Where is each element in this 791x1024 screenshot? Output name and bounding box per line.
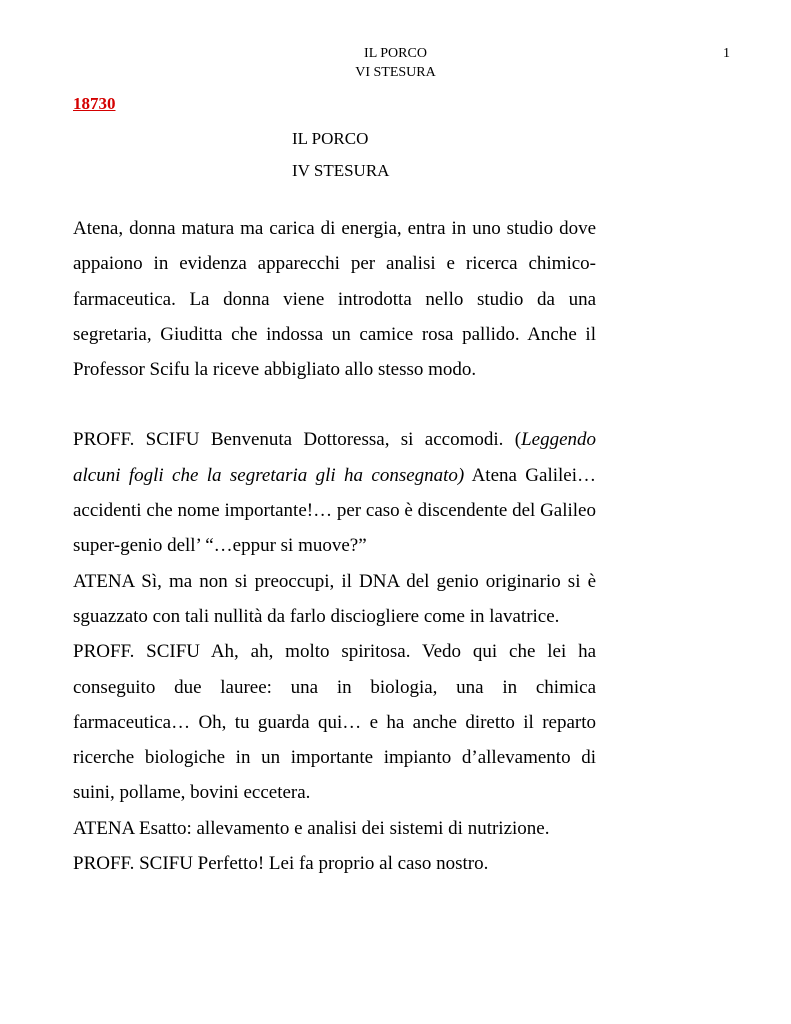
intro-paragraph: Atena, donna matura ma carica di energia, entra in uno studio dove appaiono in evidenza apparecchi per analisi e ricerca chimico-farmaceutica. La donna viene introdotta nello studio da una segretaria, Giuditta che indossa un camice rosa pallido. Anche il Professor Scifu la riceve abbigliato allo stesso modo. bbox=[73, 218, 596, 381]
title-line-2: IV STESURA bbox=[292, 161, 390, 180]
title-block bbox=[292, 123, 389, 187]
dialogue-atena-1: ATENA Sì, ma non si preoccupi, il DNA del genio originario si è sguazzato con tali nullità da farlo disciogliere come in lavatrice. bbox=[73, 570, 596, 627]
page-header bbox=[0, 44, 791, 82]
document-id: 18730 bbox=[73, 94, 116, 113]
script-body bbox=[73, 211, 596, 881]
dialogue-atena-2: ATENA Esatto: allevamento e analisi dei sistemi di nutrizione. bbox=[73, 817, 550, 839]
dialogue-scifu-1-end: Atena Galilei… accidenti che nome importante!… per caso è discendente del Galileo super-genio dell’ “…eppur si muove?” bbox=[73, 464, 596, 557]
header-subtitle: VI STESURA bbox=[355, 65, 436, 80]
dialogue-scifu-2: PROFF. SCIFU Ah, ah, molto spiritosa. Vedo qui che lei ha conseguito due lauree: una in biologia, una in chimica farmaceutica… Oh, tu guarda qui… e ha anche diretto il reparto ricerche biologiche in un importante impianto d’allevamento di suini, pollame, bovini eccetera. bbox=[73, 641, 596, 804]
header-title: IL PORCO bbox=[364, 46, 427, 61]
stage-direction: Leggendo alcuni fogli che la segretaria gli ha consegnato) bbox=[73, 429, 596, 486]
dialogue-scifu-1 bbox=[73, 422, 596, 563]
dialogue-scifu-1-start: PROFF. SCIFU Benvenuta Dottoressa, si accomodi. ( bbox=[73, 429, 522, 451]
dialogue-scifu-3: PROFF. SCIFU Perfetto! Lei fa proprio al caso nostro. bbox=[73, 853, 489, 875]
page-number: 1 bbox=[723, 46, 730, 61]
title-line-1: IL PORCO bbox=[292, 129, 369, 148]
